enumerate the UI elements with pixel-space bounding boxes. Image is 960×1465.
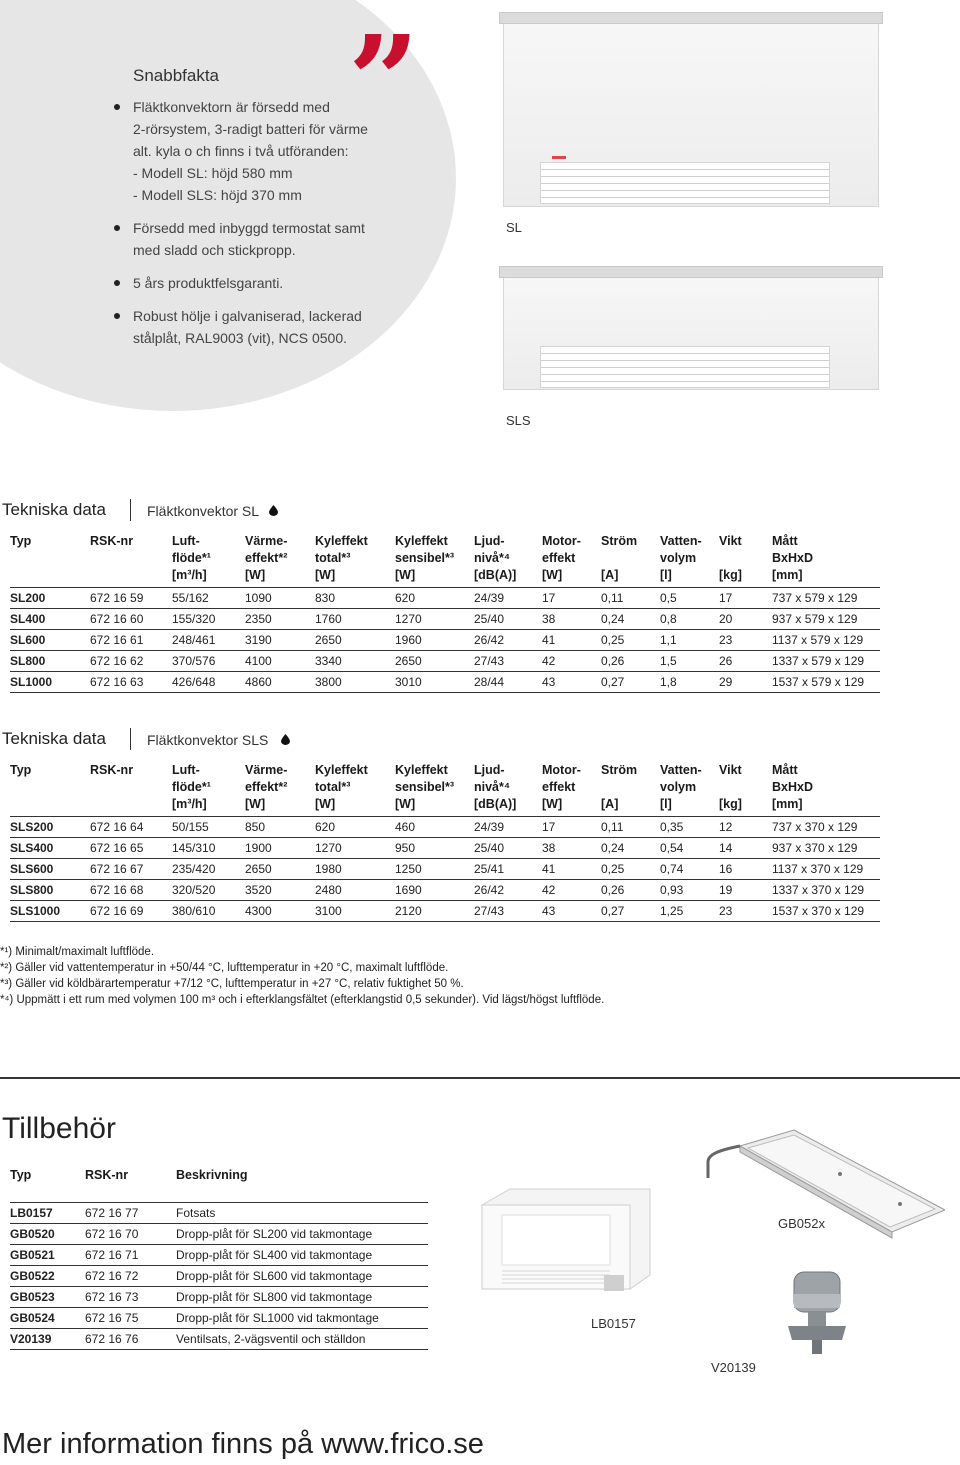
table-cell: 0,25 xyxy=(601,630,660,651)
table-cell: Dropp-plåt för SL400 vid takmontage xyxy=(176,1245,428,1266)
table-cell: Dropp-plåt för SL600 vid takmontage xyxy=(176,1266,428,1287)
table-cell: 0,5 xyxy=(660,588,719,609)
col-header: RSK-nr xyxy=(85,1168,176,1203)
table-cell: 672 16 62 xyxy=(90,651,172,672)
table-cell: 0,27 xyxy=(601,672,660,693)
table-cell: 2650 xyxy=(245,859,315,880)
table-cell: 737 x 370 x 129 xyxy=(772,817,880,838)
sls-table-body xyxy=(10,817,880,922)
table-cell: 3520 xyxy=(245,880,315,901)
table-cell: 1337 x 579 x 129 xyxy=(772,651,880,672)
unit-top-panel xyxy=(499,266,883,278)
table-cell: GB0520 xyxy=(10,1224,85,1245)
table-cell: 2350 xyxy=(245,609,315,630)
table-cell: 26/42 xyxy=(474,880,542,901)
table-row xyxy=(10,672,880,693)
table-cell: 0,74 xyxy=(660,859,719,880)
table-cell: 0,24 xyxy=(601,609,660,630)
v20139-product-image xyxy=(786,1268,848,1356)
table-cell: 25/41 xyxy=(474,859,542,880)
table-cell: 27/43 xyxy=(474,651,542,672)
col-header: RSK-nr xyxy=(90,533,172,588)
col-header: Beskrivning xyxy=(176,1168,428,1203)
table-cell: 672 16 59 xyxy=(90,588,172,609)
table-cell: 672 16 75 xyxy=(85,1308,176,1329)
table-row xyxy=(10,609,880,630)
col-header: Vikt [kg] xyxy=(719,762,772,817)
fact-item xyxy=(112,305,412,349)
table-cell: 16 xyxy=(719,859,772,880)
col-header: Typ xyxy=(10,762,90,817)
table-row xyxy=(10,1245,428,1266)
section-separator xyxy=(130,728,131,750)
table-cell: SL1000 xyxy=(10,672,90,693)
table-cell: 1960 xyxy=(395,630,474,651)
table-cell: 25/40 xyxy=(474,609,542,630)
accessories-table xyxy=(10,1168,428,1350)
table-row xyxy=(10,901,880,922)
v-caption: V20139 xyxy=(711,1360,756,1375)
table-cell: 1250 xyxy=(395,859,474,880)
table-cell: 380/610 xyxy=(172,901,245,922)
table-cell: 672 16 63 xyxy=(90,672,172,693)
table-cell: 38 xyxy=(542,609,601,630)
fact-item xyxy=(112,272,412,294)
quote-mark-icon: ” xyxy=(348,9,420,154)
table-cell: 937 x 370 x 129 xyxy=(772,838,880,859)
fact-line: Robust hölje i galvaniserad, lackerad xyxy=(133,308,362,324)
table-cell: SL200 xyxy=(10,588,90,609)
table-cell: 672 16 73 xyxy=(85,1287,176,1308)
table-cell: 1900 xyxy=(245,838,315,859)
table-cell: LB0157 xyxy=(10,1203,85,1224)
table-cell: 320/520 xyxy=(172,880,245,901)
lb-caption: LB0157 xyxy=(591,1316,636,1331)
table-cell: 23 xyxy=(719,630,772,651)
table-cell: Dropp-plåt för SL200 vid takmontage xyxy=(176,1224,428,1245)
col-header: Värme- effekt*² [W] xyxy=(245,762,315,817)
table-cell: 42 xyxy=(542,651,601,672)
table-cell: 1270 xyxy=(395,609,474,630)
accessories-title: Tillbehör xyxy=(2,1112,116,1145)
table-cell: 19 xyxy=(719,880,772,901)
table-cell: 950 xyxy=(395,838,474,859)
table-cell: 24/39 xyxy=(474,588,542,609)
table-cell: 672 16 71 xyxy=(85,1245,176,1266)
table-cell: 672 16 68 xyxy=(90,880,172,901)
table-row xyxy=(10,1287,428,1308)
col-header: Luft- flöde*¹ [m³/h] xyxy=(172,533,245,588)
table-cell: Fotsats xyxy=(176,1203,428,1224)
table-cell: 17 xyxy=(542,817,601,838)
brand-logo xyxy=(552,156,566,159)
table-cell: 672 16 76 xyxy=(85,1329,176,1350)
footnote: *⁴) Uppmätt i ett rum med volymen 100 m³ och i efterklangsfältet (efterklangstid 0,5 sekunder). Vid lägst/högst luftflöde. xyxy=(0,994,605,1006)
table-cell: 370/576 xyxy=(172,651,245,672)
col-header: Luft- flöde*¹ [m³/h] xyxy=(172,762,245,817)
table-cell: 1,1 xyxy=(660,630,719,651)
table-cell: GB0522 xyxy=(10,1266,85,1287)
facts-list xyxy=(112,96,412,360)
table-cell: Ventilsats, 2-vägsventil och ställdon xyxy=(176,1329,428,1350)
table-row xyxy=(10,859,880,880)
table-cell: 1137 x 579 x 129 xyxy=(772,630,880,651)
table-cell: 4860 xyxy=(245,672,315,693)
footnote: *¹) Minimalt/maximalt luftflöde. xyxy=(0,946,155,958)
table-cell: 672 16 60 xyxy=(90,609,172,630)
table-cell: SLS1000 xyxy=(10,901,90,922)
table-cell: 672 16 72 xyxy=(85,1266,176,1287)
table-cell: GB0521 xyxy=(10,1245,85,1266)
table-cell: 0,25 xyxy=(601,859,660,880)
section-separator xyxy=(130,499,131,521)
table-row xyxy=(10,630,880,651)
table-header-row xyxy=(10,533,880,588)
col-header: Kyleffekt total*³ [W] xyxy=(315,762,395,817)
table-cell: 26 xyxy=(719,651,772,672)
table-cell: 38 xyxy=(542,838,601,859)
gb-caption: GB052x xyxy=(778,1216,825,1231)
col-header: Ljud- nivå*⁴ [dB(A)] xyxy=(474,533,542,588)
table-cell: 2480 xyxy=(315,880,395,901)
table-cell: 17 xyxy=(719,588,772,609)
table-cell: 3190 xyxy=(245,630,315,651)
table-cell: 248/461 xyxy=(172,630,245,651)
sls-section-subtitle: Fläktkonvektor SLS xyxy=(147,732,269,748)
table-cell: 672 16 69 xyxy=(90,901,172,922)
col-header: Mått BxHxD [mm] xyxy=(772,762,880,817)
fact-line: med sladd och stickpropp. xyxy=(133,242,296,258)
table-cell: 672 16 65 xyxy=(90,838,172,859)
table-cell: 1980 xyxy=(315,859,395,880)
table-row xyxy=(10,1308,428,1329)
table-cell: V20139 xyxy=(10,1329,85,1350)
fact-item xyxy=(112,96,412,206)
section-divider xyxy=(0,1077,960,1079)
table-cell: 3100 xyxy=(315,901,395,922)
table-cell: SLS800 xyxy=(10,880,90,901)
table-cell: 12 xyxy=(719,817,772,838)
table-cell: 41 xyxy=(542,630,601,651)
sls-product-image xyxy=(503,275,879,390)
lb0157-product-image xyxy=(480,1185,652,1293)
table-cell: 1137 x 370 x 129 xyxy=(772,859,880,880)
table-cell: 155/320 xyxy=(172,609,245,630)
table-cell: 24/39 xyxy=(474,817,542,838)
table-cell: SL400 xyxy=(10,609,90,630)
table-cell: 0,27 xyxy=(601,901,660,922)
water-drop-icon xyxy=(269,505,278,516)
sl-section-subtitle: Fläktkonvektor SL xyxy=(147,503,260,519)
table-cell: GB0523 xyxy=(10,1287,85,1308)
table-row xyxy=(10,817,880,838)
table-cell: 26/42 xyxy=(474,630,542,651)
table-cell: 28/44 xyxy=(474,672,542,693)
table-cell: 25/40 xyxy=(474,838,542,859)
col-header: Kyleffekt sensibel*³ [W] xyxy=(395,533,474,588)
table-cell: 0,11 xyxy=(601,588,660,609)
table-cell: 0,26 xyxy=(601,651,660,672)
fact-line: stålplåt, RAL9003 (vit), NCS 0500. xyxy=(133,330,347,346)
table-cell: 1,8 xyxy=(660,672,719,693)
fact-item xyxy=(112,217,412,261)
table-cell: 1,25 xyxy=(660,901,719,922)
table-cell: 672 16 61 xyxy=(90,630,172,651)
water-drop-icon xyxy=(281,734,290,745)
table-cell: Dropp-plåt för SL1000 vid takmontage xyxy=(176,1308,428,1329)
table-cell: 2650 xyxy=(395,651,474,672)
table-cell: 0,24 xyxy=(601,838,660,859)
table-cell: 0,93 xyxy=(660,880,719,901)
more-info-footer: Mer information finns på www.frico.se xyxy=(2,1428,484,1460)
table-row xyxy=(10,1266,428,1287)
sls-section-title: Tekniska data xyxy=(2,729,106,748)
table-cell: 145/310 xyxy=(172,838,245,859)
table-cell: 0,11 xyxy=(601,817,660,838)
table-cell: 460 xyxy=(395,817,474,838)
table-cell: 3010 xyxy=(395,672,474,693)
table-cell: 29 xyxy=(719,672,772,693)
unit-grille xyxy=(540,346,830,388)
table-cell: SLS400 xyxy=(10,838,90,859)
footnote: *³) Gäller vid köldbärartemperatur +7/12 °C, lufttemperatur in +27 °C, relativ fuktighet 50 %. xyxy=(0,978,464,990)
table-cell: 1760 xyxy=(315,609,395,630)
table-cell: 55/162 xyxy=(172,588,245,609)
table-cell: 2650 xyxy=(315,630,395,651)
table-row xyxy=(10,1329,428,1350)
fact-line: alt. kyla o ch finns i två utföranden: xyxy=(133,143,349,159)
table-cell: 42 xyxy=(542,880,601,901)
table-cell: 14 xyxy=(719,838,772,859)
table-cell: 20 xyxy=(719,609,772,630)
fact-line: - Modell SL: höjd 580 mm xyxy=(133,165,293,181)
table-cell: 1690 xyxy=(395,880,474,901)
col-header: Typ xyxy=(10,1168,85,1203)
table-cell: 27/43 xyxy=(474,901,542,922)
table-cell: 17 xyxy=(542,588,601,609)
table-cell: 1,5 xyxy=(660,651,719,672)
table-cell: 50/155 xyxy=(172,817,245,838)
unit-top-panel xyxy=(499,12,883,24)
table-cell: 43 xyxy=(542,901,601,922)
table-cell: 4100 xyxy=(245,651,315,672)
table-row xyxy=(10,1203,428,1224)
col-header: Typ xyxy=(10,533,90,588)
col-header: Motor- effekt [W] xyxy=(542,533,601,588)
accessories-table-body xyxy=(10,1203,428,1350)
table-cell: 1537 x 370 x 129 xyxy=(772,901,880,922)
table-cell: 2120 xyxy=(395,901,474,922)
sl-label: SL xyxy=(506,220,522,235)
unit-grille xyxy=(540,162,830,204)
table-cell: 0,8 xyxy=(660,609,719,630)
table-cell: 1537 x 579 x 129 xyxy=(772,672,880,693)
fact-line: Fläktkonvektorn är försedd med xyxy=(133,99,330,115)
table-cell: 672 16 77 xyxy=(85,1203,176,1224)
table-cell: Dropp-plåt för SL800 vid takmontage xyxy=(176,1287,428,1308)
table-row xyxy=(10,1224,428,1245)
table-cell: 235/420 xyxy=(172,859,245,880)
table-cell: 850 xyxy=(245,817,315,838)
table-cell: SL800 xyxy=(10,651,90,672)
table-cell: 0,35 xyxy=(660,817,719,838)
facts-title: Snabbfakta xyxy=(133,66,220,85)
table-cell: 830 xyxy=(315,588,395,609)
table-cell: 1270 xyxy=(315,838,395,859)
table-cell: 4300 xyxy=(245,901,315,922)
sls-label: SLS xyxy=(506,413,531,428)
sls-data-table xyxy=(10,762,880,922)
table-cell: 3800 xyxy=(315,672,395,693)
table-cell: 672 16 64 xyxy=(90,817,172,838)
footnote: *²) Gäller vid vattentemperatur in +50/44 °C, lufttemperatur in +20 °C, maximalt luftflöde. xyxy=(0,962,449,974)
table-header-row xyxy=(10,1168,428,1203)
table-row xyxy=(10,651,880,672)
table-cell: 672 16 67 xyxy=(90,859,172,880)
col-header: RSK-nr xyxy=(90,762,172,817)
table-cell: SLS200 xyxy=(10,817,90,838)
col-header: Vatten- volym [l] xyxy=(660,533,719,588)
col-header: Kyleffekt total*³ [W] xyxy=(315,533,395,588)
col-header: Ström [A] xyxy=(601,533,660,588)
fact-line: 5 års produktfelsgaranti. xyxy=(133,275,284,291)
table-cell: 620 xyxy=(315,817,395,838)
table-row xyxy=(10,880,880,901)
fact-line: 2-rörsystem, 3-radigt batteri för värme xyxy=(133,121,368,137)
table-row xyxy=(10,588,880,609)
table-cell: 1090 xyxy=(245,588,315,609)
table-cell: 620 xyxy=(395,588,474,609)
col-header: Motor- effekt [W] xyxy=(542,762,601,817)
table-cell: 426/648 xyxy=(172,672,245,693)
sl-section-title: Tekniska data xyxy=(2,500,106,519)
col-header: Mått BxHxD [mm] xyxy=(772,533,880,588)
col-header: Värme- effekt*² [W] xyxy=(245,533,315,588)
sl-product-image xyxy=(503,21,879,207)
fact-line: Försedd med inbyggd termostat samt xyxy=(133,220,365,236)
table-cell: SL600 xyxy=(10,630,90,651)
table-cell: 1337 x 370 x 129 xyxy=(772,880,880,901)
table-row xyxy=(10,838,880,859)
table-cell: 0,26 xyxy=(601,880,660,901)
table-cell: GB0524 xyxy=(10,1308,85,1329)
table-cell: 737 x 579 x 129 xyxy=(772,588,880,609)
table-cell: SLS600 xyxy=(10,859,90,880)
footnotes xyxy=(0,944,604,1008)
table-cell: 0,54 xyxy=(660,838,719,859)
table-cell: 41 xyxy=(542,859,601,880)
table-header-row xyxy=(10,762,880,817)
table-cell: 672 16 70 xyxy=(85,1224,176,1245)
sl-data-table xyxy=(10,533,880,693)
col-header: Vatten- volym [l] xyxy=(660,762,719,817)
table-cell: 937 x 579 x 129 xyxy=(772,609,880,630)
sl-table-body xyxy=(10,588,880,693)
table-cell: 3340 xyxy=(315,651,395,672)
table-cell: 23 xyxy=(719,901,772,922)
col-header: Vikt [kg] xyxy=(719,533,772,588)
col-header: Ström [A] xyxy=(601,762,660,817)
table-cell: 43 xyxy=(542,672,601,693)
fact-line: - Modell SLS: höjd 370 mm xyxy=(133,187,302,203)
col-header: Kyleffekt sensibel*³ [W] xyxy=(395,762,474,817)
col-header: Ljud- nivå*⁴ [dB(A)] xyxy=(474,762,542,817)
